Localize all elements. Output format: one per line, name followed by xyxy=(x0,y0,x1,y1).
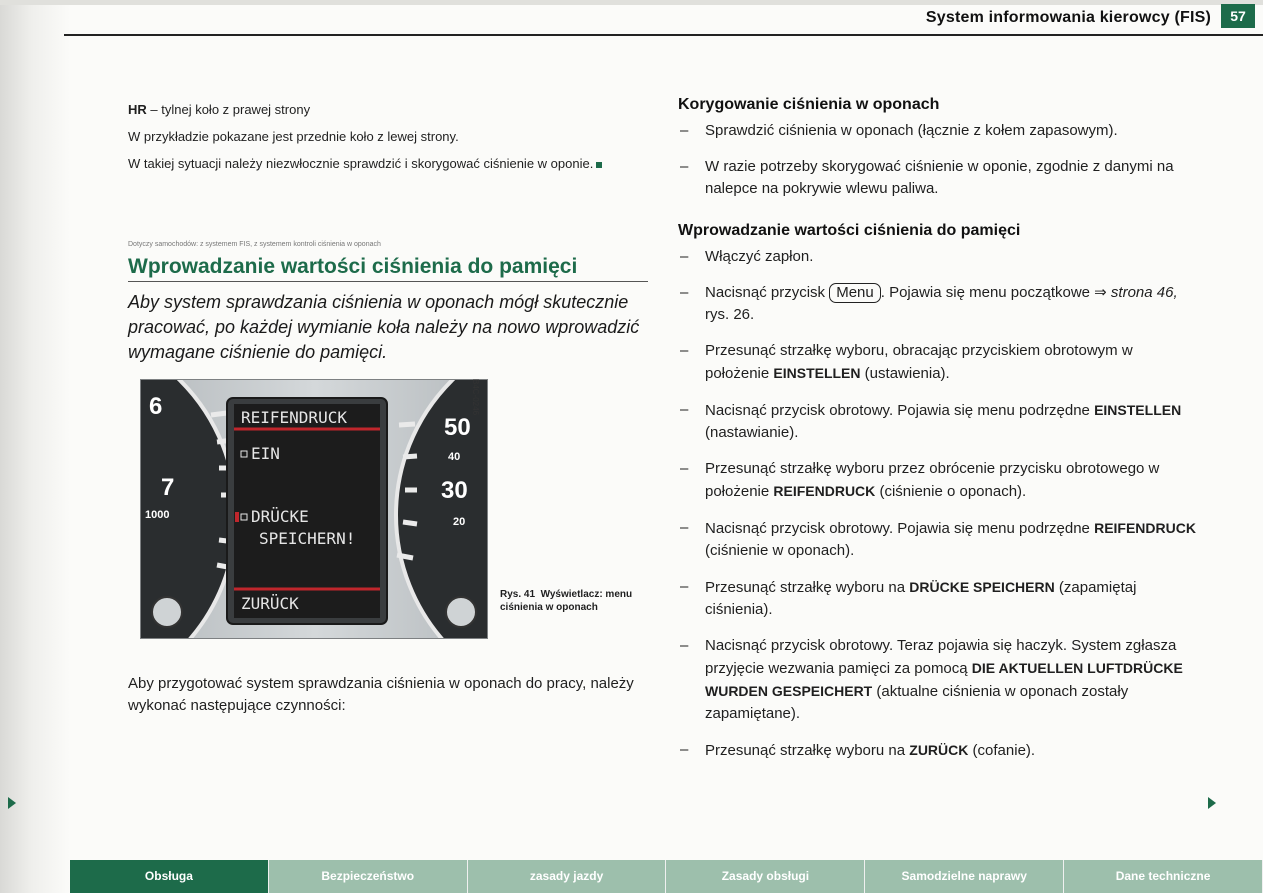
figure-row xyxy=(128,379,648,639)
paragraph-example: W przykładzie pokazane jest przednie koło z lewej strony. xyxy=(128,129,459,144)
right-column xyxy=(678,96,1198,776)
instrument-cluster-illustration xyxy=(141,380,488,639)
speedo-label-30: 30 xyxy=(441,477,468,504)
tab-zasady-obslugi: Zasady obsługi xyxy=(666,860,865,893)
right-reset-knob xyxy=(446,597,476,627)
paragraph-warning: W takiej sytuacji należy niezwłocznie sprawdzić i skorygować ciśnienie w oponie. xyxy=(128,154,648,173)
list-item: – W razie potrzeby skorygować ciśnienie w oponie, zgodnie z danymi na nalepce na pokrywie wlewu paliwa. xyxy=(680,158,1174,197)
header-rule xyxy=(64,34,1263,36)
speedo-label-20: 20 xyxy=(453,516,466,528)
page-top-strip xyxy=(0,0,1263,5)
list-item: – Przesunąć strzałkę wyboru, obracając przyciskiem obrotowym w położenie EINSTELLEN (ustawienia). xyxy=(680,342,1133,382)
section-rule xyxy=(128,281,648,282)
paragraph-hr: HR – tylnej koło z prawej strony xyxy=(128,102,311,117)
tab-zasady-jazdy: zasady jazdy xyxy=(468,860,667,893)
chapter-tabs xyxy=(70,860,1263,893)
figure-code: B4C-0246 xyxy=(471,379,480,416)
tab-bezpieczenstwo: Bezpieczeństwo xyxy=(269,860,468,893)
paragraph-preparation: Aby przygotować system sprawdzania ciśnienia w oponach do pracy, należy wykonać następujące czynności: xyxy=(128,675,634,714)
list-item: – Nacisnąć przycisk Menu . Pojawia się menu początkowe ⇒ strona 46, rys. 26. xyxy=(680,284,1178,323)
left-reset-knob xyxy=(152,597,182,627)
fis-item-speichern: SPEICHERN! xyxy=(259,529,356,548)
fis-selection-cursor xyxy=(235,512,239,522)
end-of-section-mark xyxy=(596,162,602,168)
speedo-label-50: 50 xyxy=(444,414,471,441)
fis-title: REIFENDRUCK xyxy=(241,408,347,427)
list-item: – Przesunąć strzałkę wyboru na DRÜCKE SPEICHERN (zapamiętaj ciśnienia). xyxy=(680,578,1137,618)
list-item: – Nacisnąć przycisk obrotowy. Teraz pojawia się haczyk. System zgłasza przyjęcie wezwania pamięci za pomocą DIE AKTUELLEN LUFTDRÜCKE WURDEN GESPEICHERT (aktualne ciśnienia w oponach zostały zapamiętane). xyxy=(680,637,1183,722)
tach-label-7: 7 xyxy=(161,474,175,501)
page-reference: strona 46, xyxy=(1110,284,1178,301)
menu-key-symbol: Menu xyxy=(829,283,881,303)
continue-arrow-right-icon xyxy=(1208,797,1216,809)
heading-store-pressure: Wprowadzanie wartości ciśnienia do pamięci xyxy=(678,222,1021,239)
heading-correcting-pressure: Korygowanie ciśnienia w oponach xyxy=(678,96,940,113)
list-item: – Przesunąć strzałkę wyboru przez obrócenie przycisku obrotowego w położenie REIFENDRUCK (ciśnienie o oponach). xyxy=(680,460,1160,500)
tab-dane-techniczne: Dane techniczne xyxy=(1064,860,1263,893)
tab-samodzielne-naprawy: Samodzielne naprawy xyxy=(865,860,1064,893)
list-item: – Włączyć zapłon. xyxy=(680,248,814,265)
list-item: – Sprawdzić ciśnienia w oponach (łącznie z kołem zapasowym). xyxy=(680,122,1118,139)
page-number: 57 xyxy=(1221,4,1255,28)
lead-paragraph: Aby system sprawdzania ciśnienia w oponach mógł skutecznie pracować, po każdej wymianie koła należy na nowo wprowadzić wymagane ciśnienie do pamięci. xyxy=(128,292,640,362)
breadcrumb: Dotyczy samochodów: z systemem FIS, z systemem kontroli ciśnienia w oponach xyxy=(128,241,381,248)
list-item: – Nacisnąć przycisk obrotowy. Pojawia się menu podrzędne REIFENDRUCK (ciśnienie w oponach). xyxy=(680,519,1196,559)
fis-item-ein: EIN xyxy=(251,444,280,463)
fis-back: ZURÜCK xyxy=(241,594,299,613)
continue-arrow-left-icon xyxy=(8,797,16,809)
tab-obsluga: Obsługa xyxy=(70,860,269,893)
speedo-label-40: 40 xyxy=(448,451,461,463)
tach-label-6: 6 xyxy=(149,393,163,420)
left-column xyxy=(128,100,648,717)
instrument-cluster-figure xyxy=(140,379,488,639)
page-edge-shadow xyxy=(0,0,70,893)
figure-caption: Rys. 41 Wyświetlacz: menu ciśnienia w oponach xyxy=(500,589,633,613)
list-item: – Przesunąć strzałkę wyboru na ZURÜCK (cofanie). xyxy=(680,741,1036,759)
fis-item-druecke: DRÜCKE xyxy=(251,507,309,526)
tach-label-rpm: 1000 xyxy=(145,509,170,521)
section-title: Wprowadzanie wartości ciśnienia do pamięci xyxy=(128,255,578,278)
list-item: – Nacisnąć przycisk obrotowy. Pojawia się menu podrzędne EINSTELLEN (nastawianie). xyxy=(680,401,1182,441)
running-title: System informowania kierowcy (FIS) xyxy=(925,9,1211,26)
